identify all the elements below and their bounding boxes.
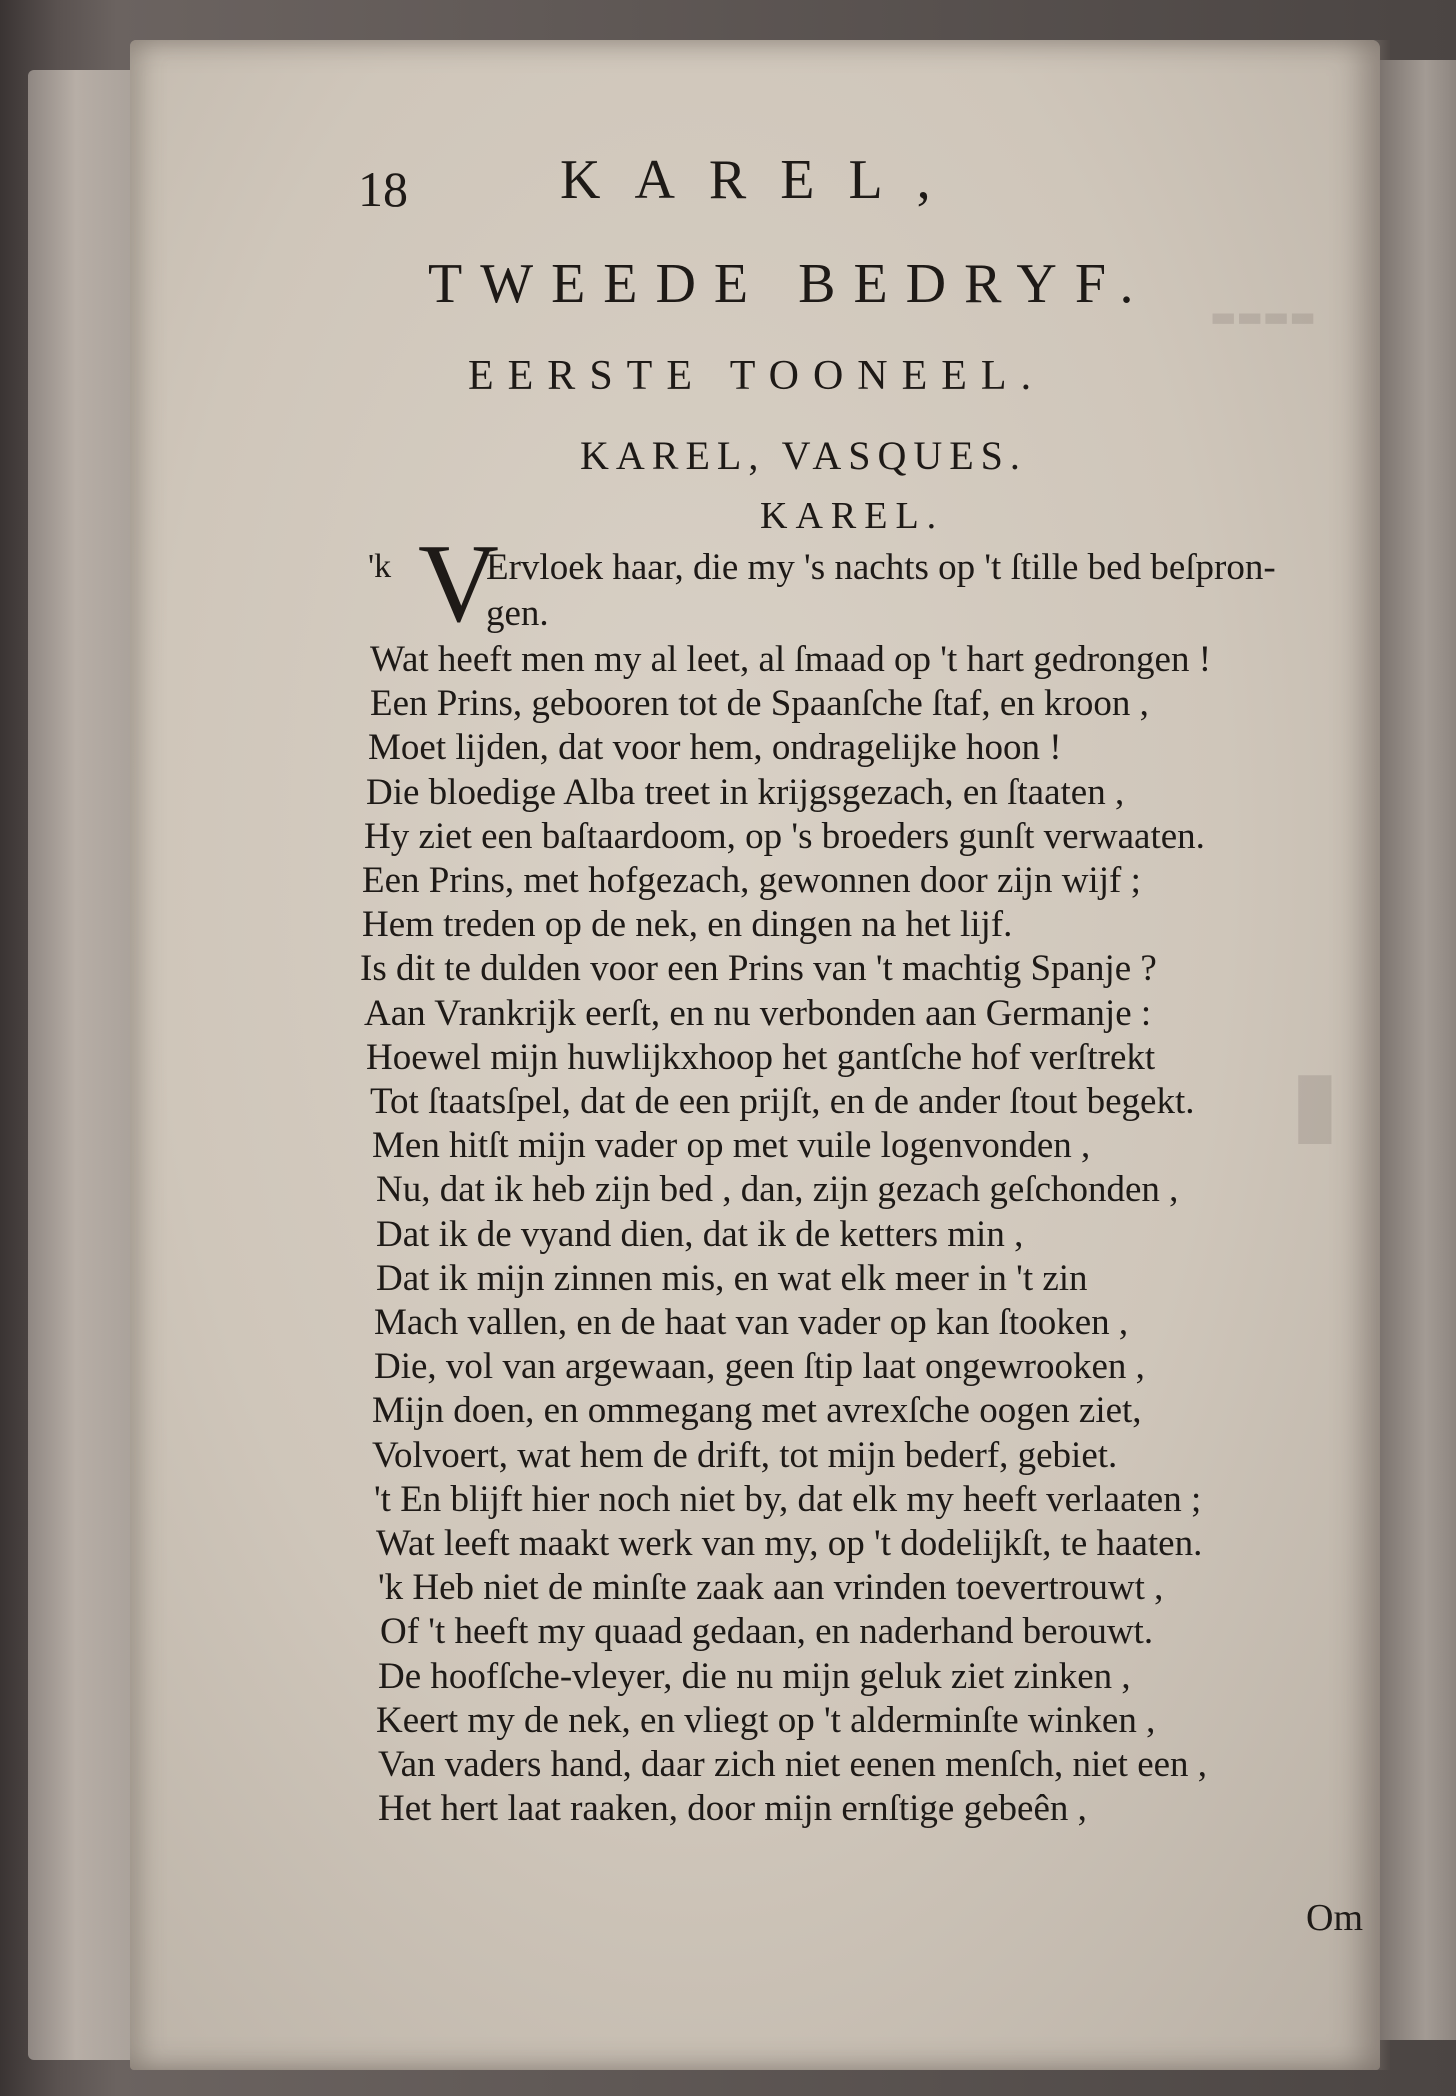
first-line-prefix: 'k xyxy=(368,548,392,585)
verse-line: Men hitſt mijn vader op met vuile logenvonden , xyxy=(372,1125,1091,1166)
verse-line: Ervloek haar, die my 's nachts op 't ſtille bed beſpron- xyxy=(486,547,1276,588)
speaker-name: KAREL. xyxy=(760,495,945,537)
verse-line: Of 't heeft my quaad gedaan, en naderhand berouwt. xyxy=(380,1611,1154,1652)
act-heading: TWEEDE BEDRYF. xyxy=(428,253,1152,315)
verse-line: Dat ik de vyand dien, dat ik de ketters min , xyxy=(376,1214,1024,1255)
verse-line: Moet lijden, dat voor hem, ondragelijke hoon ! xyxy=(368,727,1062,768)
verse-line: 'k Heb niet de minſte zaak aan vrinden toevertrouwt , xyxy=(378,1567,1164,1608)
bleed-through-texture: ▮ xyxy=(1290,1050,1340,1155)
verse-line: Mijn doen, en ommegang met avrexſche oogen ziet, xyxy=(372,1390,1142,1431)
catchword: Om xyxy=(1306,1897,1363,1939)
verse-line: Hoewel mijn huwlijkxhoop het gantſche hof verſtrekt xyxy=(366,1037,1156,1078)
verse-line: Een Prins, met hofgezach, gewonnen door zijn wijf ; xyxy=(362,860,1141,901)
verse-line: De hoofſche-vleyer, die nu mijn geluk ziet zinken , xyxy=(378,1656,1131,1697)
scene-heading: EERSTE TOONEEL. xyxy=(468,353,1046,399)
verse-line: Mach vallen, en de haat van vader op kan ſtooken , xyxy=(374,1302,1129,1343)
verse-line: 't En blijft hier noch niet by, dat elk my heeft verlaaten ; xyxy=(374,1479,1202,1520)
character-list: KAREL, VASQUES. xyxy=(580,433,1027,478)
verse-line: Nu, dat ik heb zijn bed , dan, zijn gezach geſchonden , xyxy=(376,1169,1179,1210)
verse-line: Die bloedige Alba treet in krijgsgezach, en ſtaaten , xyxy=(366,772,1125,813)
verse-line: Dat ik mijn zinnen mis, en wat elk meer in 't zin xyxy=(376,1258,1088,1299)
verse-line: Hem treden op de nek, en dingen na het lijf. xyxy=(362,904,1013,945)
verse-line: Die, vol van argewaan, geen ſtip laat ongewrooken , xyxy=(374,1346,1145,1387)
verse-line: Een Prins, gebooren tot de Spaanſche ſtaf, en kroon , xyxy=(370,683,1149,724)
verse-line: Aan Vrankrijk eerſt, en nu verbonden aan Germanje : xyxy=(364,993,1152,1034)
running-head: KAREL, xyxy=(560,149,965,211)
verse-line: Van vaders hand, daar zich niet eenen menſch, niet een , xyxy=(378,1744,1208,1785)
bleed-through-texture: ▬▬▬▬ xyxy=(1210,300,1316,333)
verse-line: Volvoert, wat hem de drift, tot mijn bederf, gebiet. xyxy=(372,1435,1118,1476)
verse-line: Het hert laat raaken, door mijn ernſtige gebeên , xyxy=(378,1788,1087,1829)
verse-line: Wat heeft men my al leet, al ſmaad op 't hart gedrongen ! xyxy=(370,639,1212,680)
verse-line: Is dit te dulden voor een Prins van 't machtig Spanje ? xyxy=(360,948,1157,989)
drop-cap: V xyxy=(418,522,499,646)
verse-line-continuation: gen. xyxy=(486,593,549,634)
verse-line: Keert my de nek, en vliegt op 't alderminſte winken , xyxy=(376,1700,1156,1741)
verse-line: Wat leeft maakt werk van my, op 't dodelijkſt, te haaten. xyxy=(376,1523,1203,1564)
page-number: 18 xyxy=(358,161,408,217)
verse-line: Tot ſtaatsſpel, dat de een prijſt, en de ander ſtout begekt. xyxy=(370,1081,1195,1122)
facing-page-edge xyxy=(1380,60,1456,2040)
verse-line: Hy ziet een baſtaardoom, op 's broeders gunſt verwaaten. xyxy=(364,816,1205,857)
